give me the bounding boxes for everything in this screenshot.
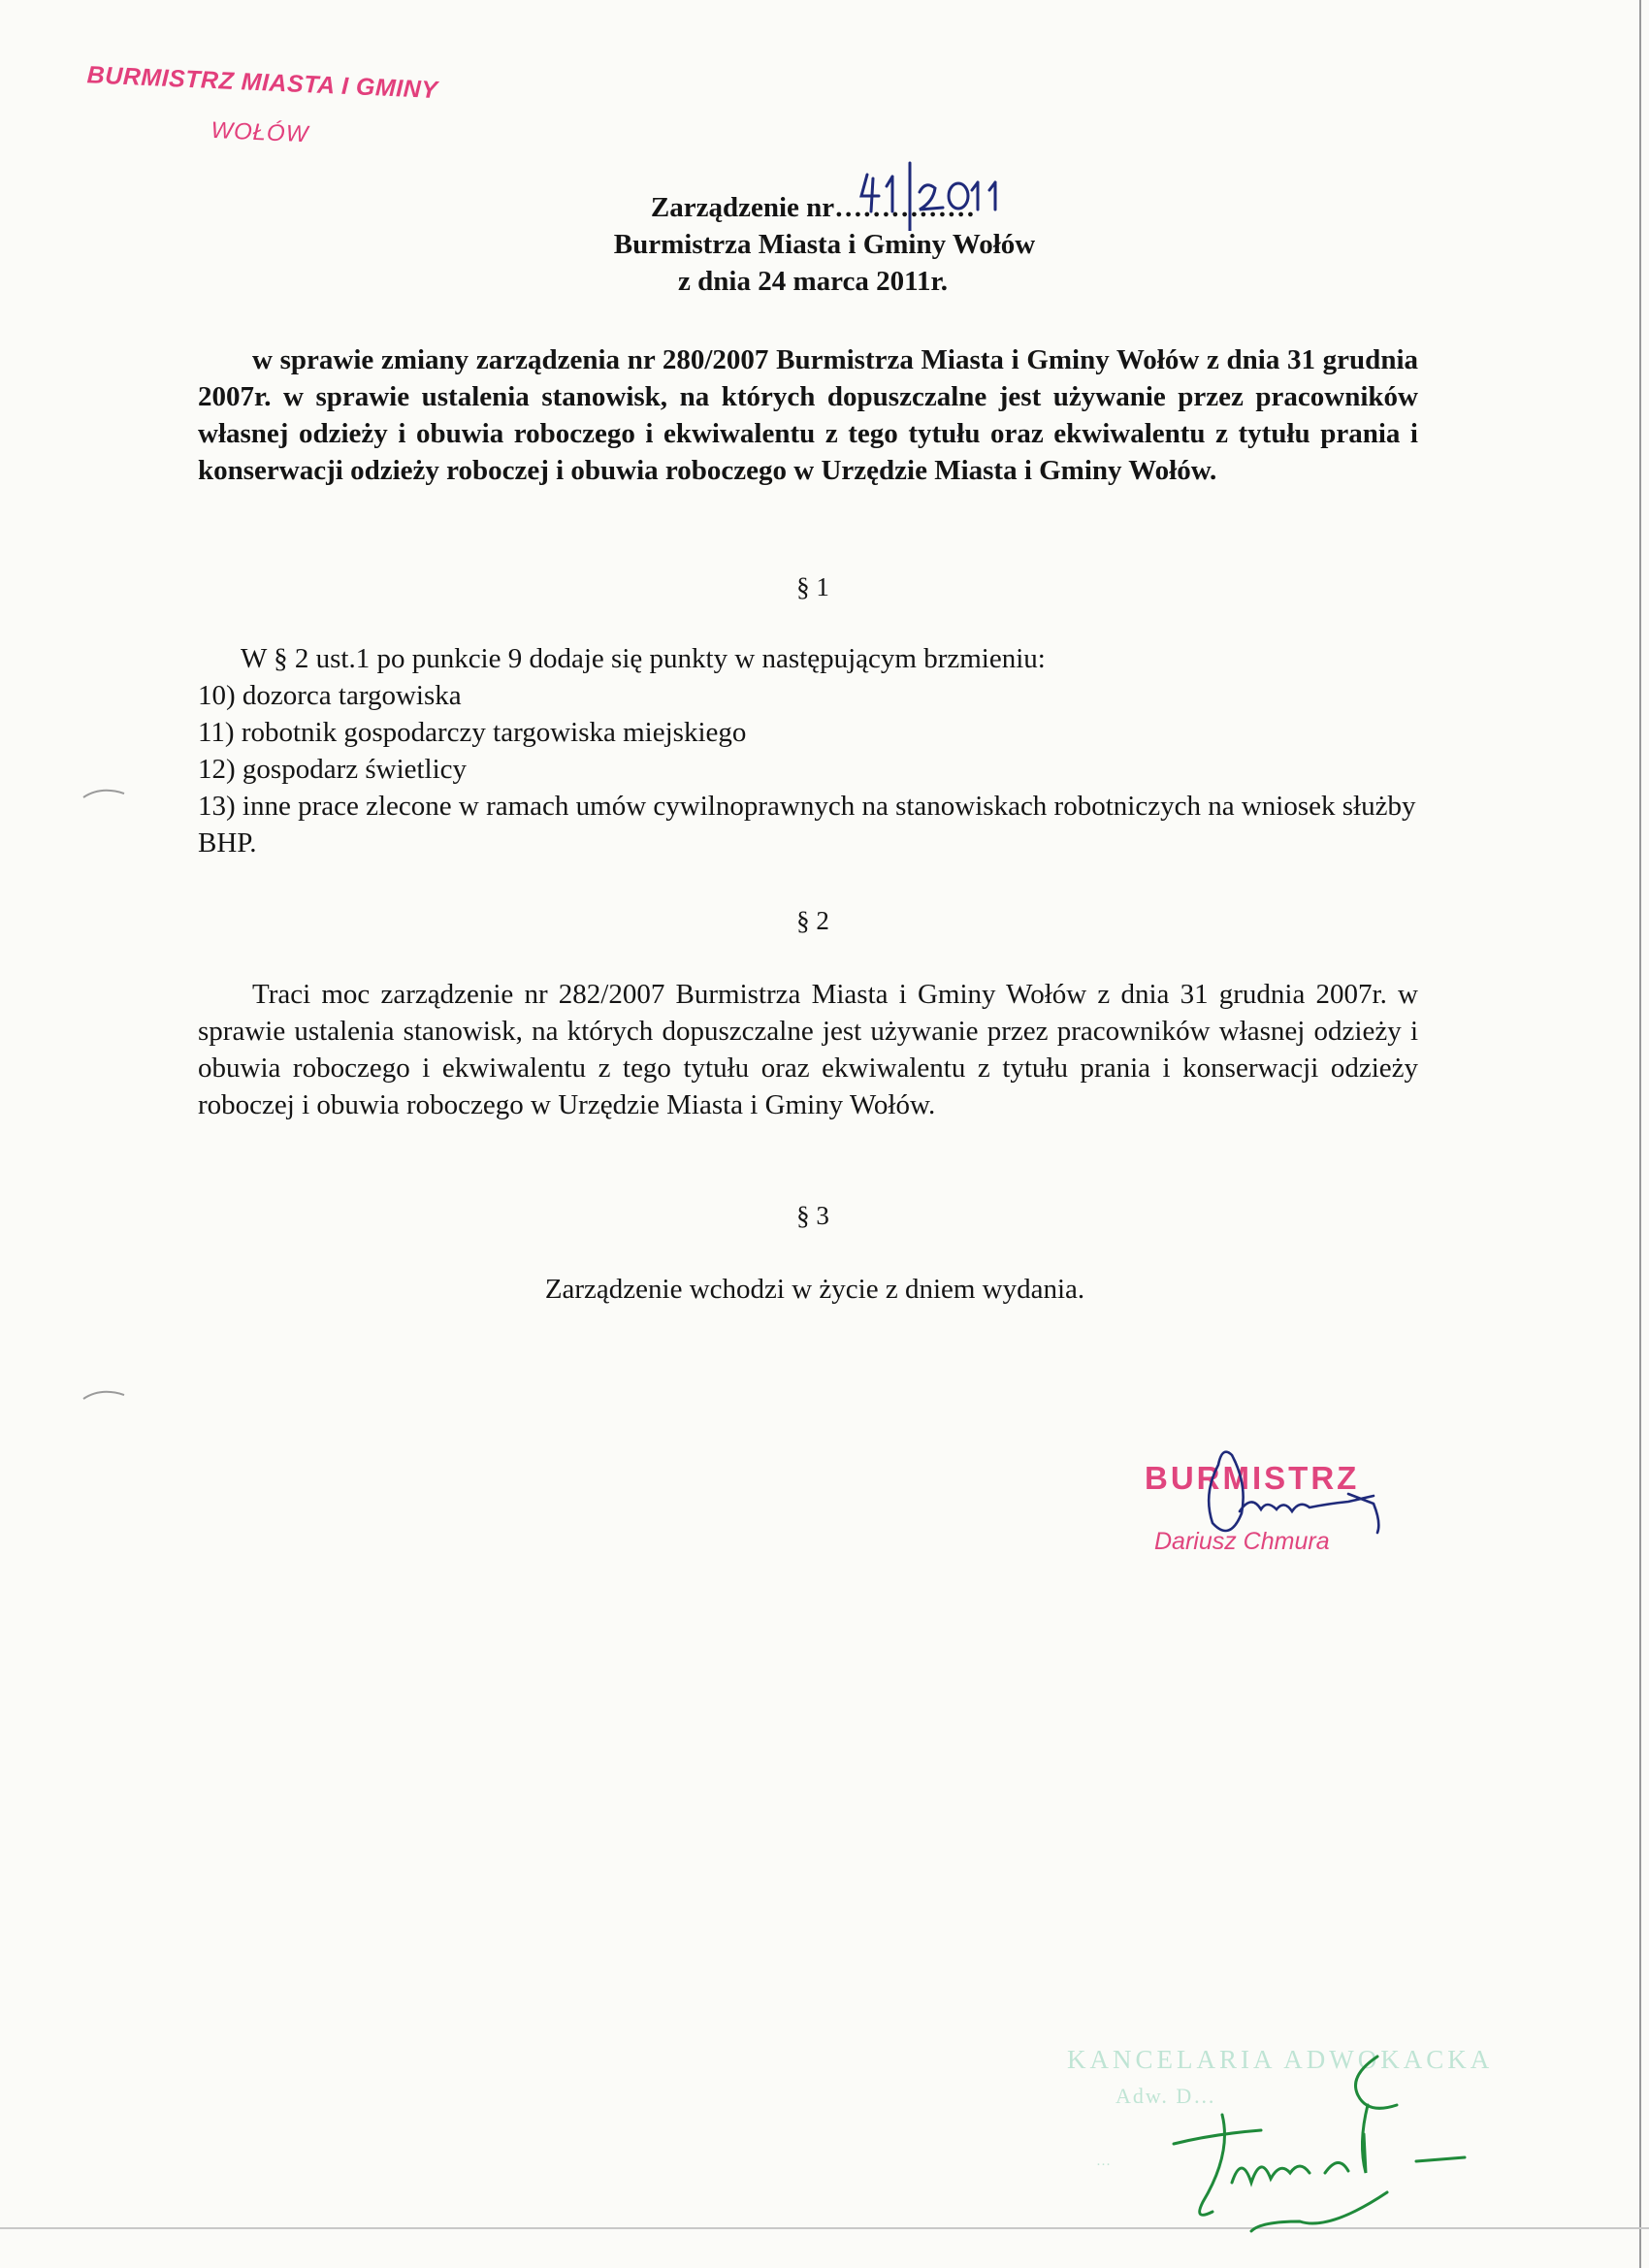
issuer-stamp — [83, 61, 475, 175]
list-item: 11) robotnik gospodarczy targowiska miejskiego — [198, 717, 747, 748]
section-sign-2: § 2 — [796, 906, 829, 935]
mayor-stamp-name: Dariusz Chmura — [1154, 1528, 1330, 1555]
issuer-stamp-line1: BURMISTRZ MIASTA I GMINY — [86, 61, 439, 105]
list-item: 13) inne prace zlecone w ramach umów cywilnoprawnych na stanowiskach robotniczych na wniosek służby BHP. — [198, 791, 1416, 859]
punch-hole-mark — [81, 784, 128, 801]
list-item: 12) gospodarz świetlicy — [198, 754, 468, 785]
mayor-signature — [1183, 1436, 1416, 1571]
document-date: z dnia 24 marca 2011r. — [678, 266, 948, 297]
section-sign-1: § 1 — [796, 572, 829, 601]
punch-hole-mark — [81, 1385, 128, 1403]
law-office-stamp-line2: Adw. D… — [1116, 2084, 1217, 2108]
counter-signature — [1154, 2037, 1562, 2251]
section-1-intro: W § 2 ust.1 po punkcie 9 dodaje się punkty w następującym brzmieniu: — [241, 643, 1046, 674]
issuer-stamp-line2: WOŁÓW — [210, 116, 309, 148]
section-sign-3: § 3 — [796, 1201, 829, 1230]
scan-edge-right — [1639, 0, 1641, 2268]
section-1-body — [198, 640, 1418, 861]
section-3-body: Zarządzenie wchodzi w życie z dniem wydania. — [544, 1274, 1085, 1305]
section-2-body: Traci moc zarządzenie nr 282/2007 Burmistrza Miasta i Gminy Wołów z dnia 31 grudnia 2007r. w sprawie ustalenia stanowisk, na których dopuszczalne jest używanie przez pracowników własnej odzieży i obuwia roboczego i ekwiwalentu z tego tytułu oraz ekwiwalentu z tytułu prania i konserwacji odzieży roboczej i obuwia roboczego w Urzędzie Miasta i Gminy Wołów. — [198, 979, 1418, 1120]
law-office-stamp-line3: … — [1096, 2154, 1112, 2169]
list-item: 10) dozorca targowiska — [198, 680, 462, 711]
handwritten-number — [854, 153, 1048, 231]
document-subject: w sprawie zmiany zarządzenia nr 280/2007 Burmistrza Miasta i Gminy Wołów z dnia 31 grudnia 2007r. w sprawie ustalenia stanowisk, na których dopuszczalne jest używanie przez pracowników własnej odzieży i obuwia roboczego i ekwiwalentu z tego tytułu oraz ekwiwalentu z tytułu prania i konserwacji odzieży roboczej i obuwia roboczego w Urzędzie Miasta i Gminy Wołów. — [198, 344, 1418, 486]
document-issuer: Burmistrza Miasta i Gminy Wołów — [613, 229, 1036, 260]
document-title: Zarządzenie nr…………… — [650, 192, 976, 223]
mayor-stamp-title: BURMISTRZ — [1145, 1460, 1360, 1496]
law-office-stamp-line1: KANCELARIA ADWOKACKA — [1067, 2045, 1494, 2074]
